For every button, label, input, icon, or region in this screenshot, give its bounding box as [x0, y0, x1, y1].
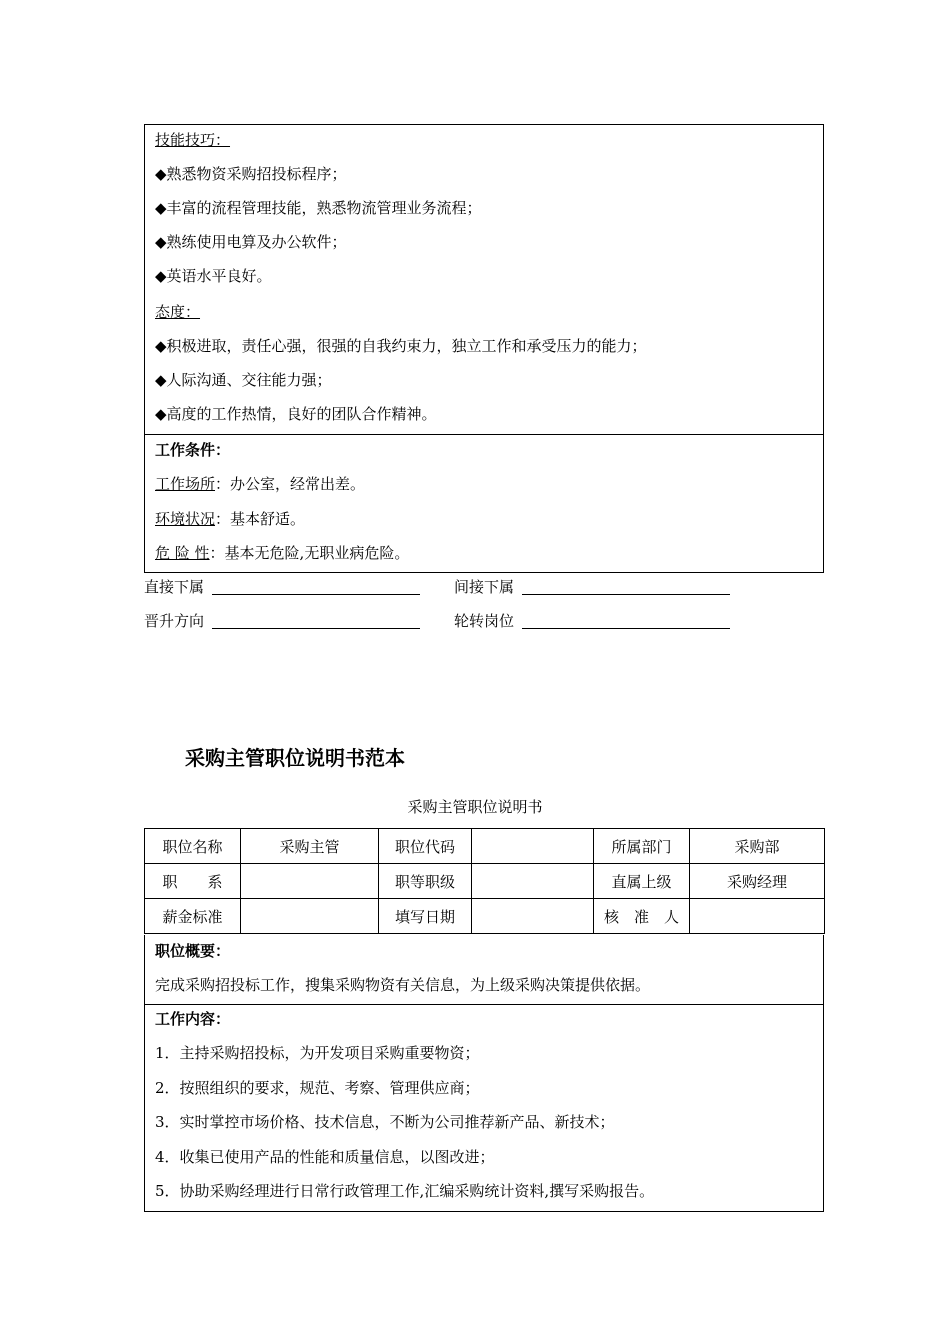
- summary-heading: 职位概要：: [155, 942, 231, 960]
- duty-item: 2．按照组织的要求，规范、考察、管理供应商；: [155, 1079, 480, 1097]
- duty-item: 1．主持采购招投标，为开发项目采购重要物资；: [155, 1044, 480, 1062]
- condition-item: [155, 474, 365, 494]
- promotion-label: 晋升方向: [144, 612, 205, 630]
- conditions-heading: 工作条件：: [155, 441, 231, 459]
- skill-item: ◆熟悉物资采购招投标程序；: [155, 165, 347, 183]
- table-cell: 职位名称: [145, 829, 241, 864]
- table-row: [145, 864, 825, 899]
- skill-item: ◆英语水平良好。: [155, 267, 272, 285]
- table-row: [145, 899, 825, 934]
- table-cell: 采购主管: [241, 829, 379, 864]
- skill-item: ◆丰富的流程管理技能，熟悉物流管理业务流程；: [155, 199, 482, 217]
- summary-duties-box: [144, 935, 824, 1212]
- skill-item: ◆熟练使用电算及办公软件；: [155, 233, 347, 251]
- indirect-subordinate-blank: [522, 594, 730, 595]
- direct-subordinate-blank: [212, 594, 420, 595]
- table-cell: 采购部: [690, 829, 825, 864]
- table-cell: 职位代码: [379, 829, 472, 864]
- condition-label: 工作场所: [155, 475, 216, 493]
- attitude-item: ◆积极进取，责任心强，很强的自我约束力，独立工作和承受压力的能力；: [155, 337, 647, 355]
- table-cell: 职 系: [145, 864, 241, 899]
- rotation-label: 轮转岗位: [454, 612, 515, 630]
- skills-conditions-box: [144, 124, 824, 573]
- table-cell: 职等职级: [379, 864, 472, 899]
- table-cell: 直属上级: [594, 864, 690, 899]
- table-cell: 核 准 人: [594, 899, 690, 934]
- attitude-item: ◆人际沟通、交往能力强；: [155, 371, 332, 389]
- promotion-blank: [212, 628, 420, 629]
- table-cell: [472, 899, 594, 934]
- direct-subordinate-label: 直接下属: [144, 578, 205, 596]
- condition-label: 环境状况: [155, 510, 216, 528]
- attitude-heading: 态度：: [155, 303, 201, 321]
- table-cell: 填写日期: [379, 899, 472, 934]
- table-cell: [472, 864, 594, 899]
- table-cell: 采购经理: [690, 864, 825, 899]
- condition-item: [155, 509, 305, 529]
- position-info-table: [144, 828, 825, 934]
- attitude-item: ◆高度的工作热情，良好的团队合作精神。: [155, 405, 437, 423]
- condition-item: [155, 543, 409, 563]
- indirect-subordinate-label: 间接下属: [454, 578, 515, 596]
- rotation-blank: [522, 628, 730, 629]
- section-divider: [145, 1004, 823, 1005]
- summary-text: 完成采购招投标工作，搜集采购物资有关信息，为上级采购决策提供依据。: [155, 976, 651, 994]
- duty-item: 5．协助采购经理进行日常行政管理工作,汇编采购统计资料,撰写采购报告。: [155, 1182, 655, 1200]
- condition-value: ：基本无危险,无职业病危险。: [209, 544, 410, 562]
- table-cell: 薪金标准: [145, 899, 241, 934]
- table-cell: [690, 899, 825, 934]
- document-title: 采购主管职位说明书: [407, 798, 543, 816]
- condition-value: ：基本舒适。: [215, 510, 306, 528]
- duty-item: 4．收集已使用产品的性能和质量信息，以图改进；: [155, 1148, 495, 1166]
- condition-label: 危 险 性: [155, 544, 210, 562]
- section-title: 采购主管职位说明书范本: [185, 746, 405, 770]
- table-cell: [241, 864, 379, 899]
- table-cell: [472, 829, 594, 864]
- condition-value: ：办公室，经常出差。: [215, 475, 366, 493]
- table-cell: [241, 899, 379, 934]
- table-row: [145, 829, 825, 864]
- table-cell: 所属部门: [594, 829, 690, 864]
- section-divider: [145, 434, 823, 435]
- duty-item: 3．实时掌控市场价格、技术信息，不断为公司推荐新产品、新技术；: [155, 1113, 615, 1131]
- duties-heading: 工作内容：: [155, 1010, 231, 1028]
- skills-heading: 技能技巧：: [155, 131, 231, 149]
